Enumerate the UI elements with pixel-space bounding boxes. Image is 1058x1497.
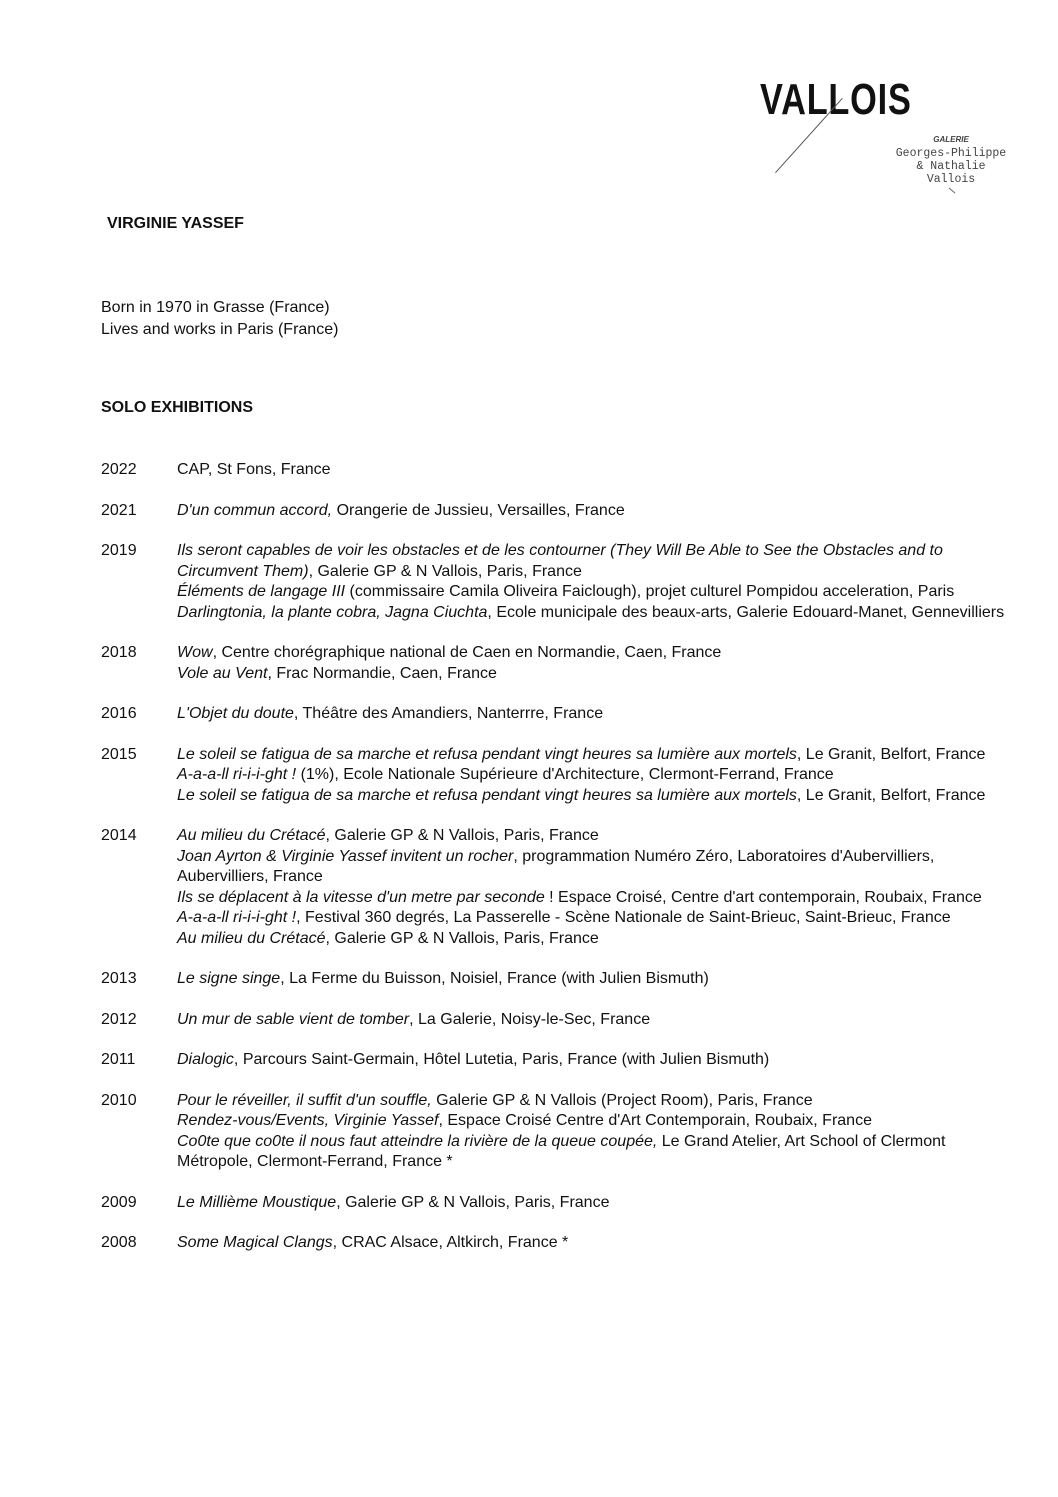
exhibition-year: 2011 [101,1051,136,1068]
exhibition-year-entry [101,1050,1021,1071]
exhibition-item [177,1010,1021,1031]
artist-bio [101,297,338,341]
exhibition-item [177,1193,1021,1214]
exhibition-items [177,1091,1021,1173]
exhibition-year: 2009 [101,1193,137,1211]
exhibition-year-entry [101,501,1021,522]
exhibition-title: Éléments de langage III [177,583,346,600]
gallery-logo [760,75,1020,208]
exhibition-year: 2013 [101,970,137,987]
exhibition-title: Un mur de sable vient de tomber [177,1010,410,1028]
exhibition-item [177,603,1021,624]
exhibition-venue: CAP, St Fons, France [177,461,331,478]
bio-born: Born in 1970 in Grasse (France) [101,299,330,316]
exhibition-item [177,908,1021,929]
exhibition-title: Some Magical Clangs [177,1234,333,1251]
exhibition-item [177,541,1021,582]
exhibition-venue: , CRAC Alsace, Altkirch, France * [332,1234,569,1251]
exhibition-items [177,1050,1021,1071]
exhibition-year: 2010 [101,1091,137,1109]
exhibition-title: Dialogic [177,1051,234,1068]
exhibition-item [177,664,1021,685]
exhibition-title: Ils se déplacent à la vitesse d'un metre par seconde [177,888,545,906]
exhibition-venue: , Centre chorégraphique national de Caen en Normandie, Caen, France [212,644,722,661]
exhibition-items [177,969,1021,990]
logo-tick [949,188,956,194]
exhibition-item [177,1132,1021,1173]
exhibition-venue: , Ecole municipale des beaux-arts, Galerie Edouard-Manet, Gennevilliers [487,603,1005,621]
exhibition-items [177,460,1021,481]
exhibition-title: Le Millième Moustique [177,1193,337,1211]
exhibition-venue: , Espace Croisé Centre d'Art Contemporain, Roubaix, France [438,1112,872,1129]
exhibition-item [177,1050,1021,1071]
exhibition-item [177,826,1021,847]
exhibition-venue: , Théâtre des Amandiers, Nanterrre, France [293,705,604,722]
exhibition-title: Joan Ayrton & Virginie Yassef invitent un rocher [177,847,514,865]
logo-subtitle [892,133,1010,186]
exhibition-items [177,704,1021,725]
exhibition-title: Au milieu du Crétacé [177,827,326,844]
exhibition-year: 2019 [101,542,137,559]
exhibition-title: Le soleil se fatigua de sa marche et refusa pendant vingt heures sa lumière aux mortels [177,786,797,804]
exhibition-items [177,1010,1021,1031]
exhibition-title: Le soleil se fatigua de sa marche et refusa pendant vingt heures sa lumière aux mortels [177,745,797,763]
exhibition-year: 2016 [101,705,137,722]
exhibition-item [177,969,1021,990]
exhibition-title: A-a-a-ll ri-i-i-ght ! [177,909,297,926]
exhibition-item [177,582,1021,603]
exhibition-title: Darlingtonia, la plante cobra, Jagna Ciuchta [177,603,488,621]
exhibition-title: D'un commun accord, [177,501,333,519]
exhibition-title: Au milieu du Crétacé [177,929,326,947]
exhibition-item [177,929,1021,950]
exhibition-title: Le signe singe [177,970,281,987]
exhibition-year-entry [101,1010,1021,1031]
exhibition-item [177,1233,1021,1254]
exhibition-year: 2018 [101,644,137,661]
exhibition-year-entry [101,1233,1021,1254]
exhibition-item [177,765,1021,786]
exhibition-venue: , Le Granit, Belfort, France [796,745,986,763]
logo-line-3: Vallois [926,173,976,186]
exhibition-year-entry [101,969,1021,990]
exhibition-item [177,786,1021,807]
exhibition-venue: ! Espace Croisé, Centre d'art contemporain, Roubaix, France [544,888,982,906]
exhibition-year-entry [101,826,1021,949]
exhibition-item [177,704,1021,725]
exhibition-year: 2014 [101,827,137,844]
exhibition-title: Co0te que co0te il nous faut atteindre la rivière de la queue coupée, [177,1132,658,1150]
exhibition-items [177,541,1021,623]
exhibition-title: Wow [177,644,213,661]
exhibition-year-entry [101,704,1021,725]
exhibition-items [177,643,1021,684]
exhibition-venue: , Festival 360 degrés, La Passerelle - Scène Nationale de Saint-Brieuc, Saint-Brieuc, France [296,909,951,926]
exhibition-item [177,1091,1021,1112]
exhibition-venue: Le Grand Atelier, Art School of Clermont Métropole, Clermont-Ferrand, France * [177,1132,946,1170]
exhibition-year: 2021 [101,501,137,519]
exhibition-list [101,460,1021,1274]
exhibition-year: 2012 [101,1010,137,1028]
exhibition-item [177,643,1021,664]
exhibition-items [177,745,1021,807]
exhibition-venue: , Galerie GP & N Vallois, Paris, France [336,1193,610,1211]
exhibition-year-entry [101,643,1021,684]
exhibition-venue: , Parcours Saint-Germain, Hôtel Lutetia, Paris, France (with Julien Bismuth) [233,1051,770,1068]
exhibition-items [177,501,1021,522]
logo-line-2: & Nathalie [916,160,986,173]
exhibition-venue: , Le Granit, Belfort, France [796,786,986,804]
exhibition-items [177,1233,1021,1254]
exhibition-venue: , Frac Normandie, Caen, France [267,664,497,682]
exhibition-item [177,888,1021,909]
exhibition-title: A-a-a-ll ri-i-i-ght ! [177,766,297,783]
exhibition-year-entry [101,1193,1021,1214]
exhibition-items [177,826,1021,949]
exhibition-year: 2008 [101,1234,137,1251]
exhibition-item [177,847,1021,888]
bio-lives: Lives and works in Paris (France) [101,321,339,338]
exhibition-venue: , Galerie GP & N Vallois, Paris, France [308,562,582,580]
exhibition-venue: , programmation Numéro Zéro, Laboratoires d'Aubervilliers, Aubervilliers, France [177,847,935,885]
exhibition-year: 2015 [101,745,137,763]
exhibition-item [177,745,1021,766]
exhibition-year-entry [101,460,1021,481]
logo-wordmark: VALLOIS [760,75,912,124]
exhibition-year-entry [101,541,1021,623]
exhibition-venue: (1%), Ecole Nationale Supérieure d'Architecture, Clermont-Ferrand, France [296,766,834,783]
section-title: SOLO EXHIBITIONS [101,399,254,416]
exhibition-item [177,1111,1021,1132]
exhibition-year-entry [101,745,1021,807]
exhibition-title: L'Objet du doute [177,705,294,722]
exhibition-venue: , La Galerie, Noisy-le-Sec, France [409,1010,651,1028]
exhibition-year-entry [101,1091,1021,1173]
artist-name: VIRGINIE YASSEF [107,215,244,232]
exhibition-items [177,1193,1021,1214]
exhibition-venue: , Galerie GP & N Vallois, Paris, France [325,929,599,947]
exhibition-venue: Galerie GP & N Vallois (Project Room), Paris, France [431,1091,813,1109]
logo-galerie: GALERIE [933,135,969,144]
exhibition-title: Ils seront capables de voir les obstacles et de les contourner (They Will Be Able to See the Obstacles and to Circumvent Them) [177,542,943,580]
exhibition-venue: Orangerie de Jussieu, Versailles, France [332,501,625,519]
exhibition-title: Vole au Vent [177,664,268,682]
exhibition-venue: , La Ferme du Buisson, Noisiel, France (with Julien Bismuth) [280,970,709,987]
exhibition-title: Pour le réveiller, il suffit d'un souffle, [177,1091,432,1109]
exhibition-item [177,460,1021,481]
exhibition-venue: (commissaire Camila Oliveira Faiclough), projet culturel Pompidou acceleration, Paris [345,583,955,600]
logo-line-1: Georges-Philippe [895,147,1007,160]
exhibition-year: 2022 [101,461,137,478]
exhibition-venue: , Galerie GP & N Vallois, Paris, France [325,827,599,844]
exhibition-title: Rendez-vous/Events, Virginie Yassef [177,1112,439,1129]
exhibition-item [177,501,1021,522]
